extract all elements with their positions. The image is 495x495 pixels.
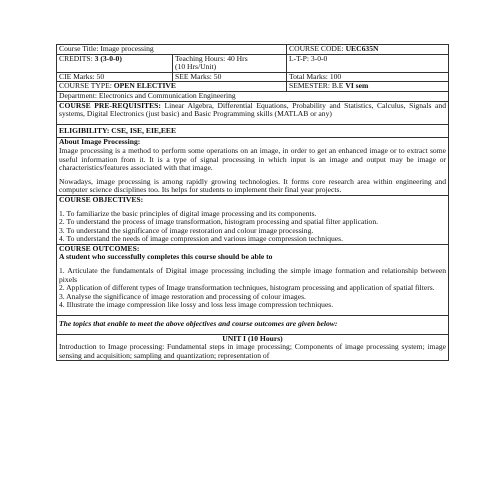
course-code: COURSE CODE: UEC635N (287, 45, 449, 55)
prerequisites-label: COURSE PRE-REQUISITES: (59, 100, 161, 110)
objectives-section (57, 195, 449, 244)
row-topics-intro (57, 316, 449, 335)
eligibility: ELIGIBILITY: CSE, ISE, EIE,EEE (57, 124, 449, 138)
outcomes-heading: COURSE OUTCOMES: (59, 243, 140, 253)
outcomes-section (57, 244, 449, 315)
objective-item: 4. To understand the needs of image compression and various image compression techniques. (59, 234, 344, 244)
prerequisites (57, 101, 449, 124)
course-title: Course Title: Image processing (57, 45, 287, 55)
row-prerequisites (57, 101, 449, 124)
objective-item: 3. To understand the significance of image restoration and colour image processing. (59, 225, 314, 235)
unit-1-section (57, 334, 449, 361)
outcome-item: 3. Analyse the significance of image restoration and processing of colour images. (59, 291, 306, 301)
total-marks: Total Marks: 100 (287, 72, 449, 82)
about-para-1: Image processing is a method to perform some operations on an image, in order to get an enhanced image or to extract some useful information from it. It is a type of signal processing in which input is an image and output may be image or characteristics/features associated with that image. (59, 145, 447, 173)
prerequisites-text: Linear Algebra, Differential Equations, Probability and Statistics, Calculus, Signals and systems, Digital Electronics (just basic) and Basic Programming skills (MATLAB or any) (59, 100, 447, 119)
row-about (57, 138, 449, 196)
row-outcomes (57, 244, 449, 315)
row-credits (57, 54, 449, 72)
objective-item: 2. To understand the process of image transformation, histogram processing and spatial filter application. (59, 217, 379, 227)
outcomes-subheading: A student who successfully completes this course should be able to (59, 252, 273, 262)
semester: SEMESTER: B.E VI sem (287, 82, 449, 92)
credits: CREDITS: 3 (3-0-0) (57, 54, 173, 72)
department: Department: Electronics and Communication Engineering (57, 91, 449, 101)
row-eligibility (57, 124, 449, 138)
ltp: L-T-P: 3-0-0 (287, 54, 449, 72)
about-section (57, 138, 449, 196)
course-table (56, 44, 449, 361)
cie-marks: CIE Marks: 50 (57, 72, 173, 82)
outcome-item: 4. Illustrate the image compression like lossy and loss less image compression techniques. (59, 300, 334, 310)
teaching-hours: Teaching Hours: 40 Hrs (10 Hrs/Unit) (173, 54, 287, 72)
see-marks: SEE Marks: 50 (173, 72, 287, 82)
unit-1-heading: UNIT I (10 Hours) (222, 333, 283, 343)
objectives-heading: COURSE OBJECTIVES: (59, 194, 144, 204)
course-type: COURSE TYPE: OPEN ELECTIVE (57, 82, 287, 92)
unit-1-text: Introduction to Image processing: Fundamental steps in image processing; Components of image processing system; image sensing and acquisition; sampling and quantization; representation of (59, 342, 447, 360)
row-objectives (57, 195, 449, 244)
objective-item: 1. To familiarize the basic principles of digital image processing and its components. (59, 208, 317, 218)
outcome-item: 1. Articulate the fundamentals of Digital image processing including the simple image formation and relationship between pixels (59, 266, 447, 284)
topics-intro: The topics that enable to meet the above objectives and course outcomes are given below: (57, 316, 449, 335)
outcome-item: 2. Application of different types of Image transformation techniques, histogram processing and application of spatial filters. (59, 283, 435, 293)
row-unit-1 (57, 334, 449, 361)
about-heading: About Image Processing: (59, 137, 141, 147)
about-para-2: Nowadays, image processing is among rapidly growing technologies. It forms core research area within engineering and computer science disciplines too. Its helps for students to implement their final year projects. (59, 176, 447, 195)
